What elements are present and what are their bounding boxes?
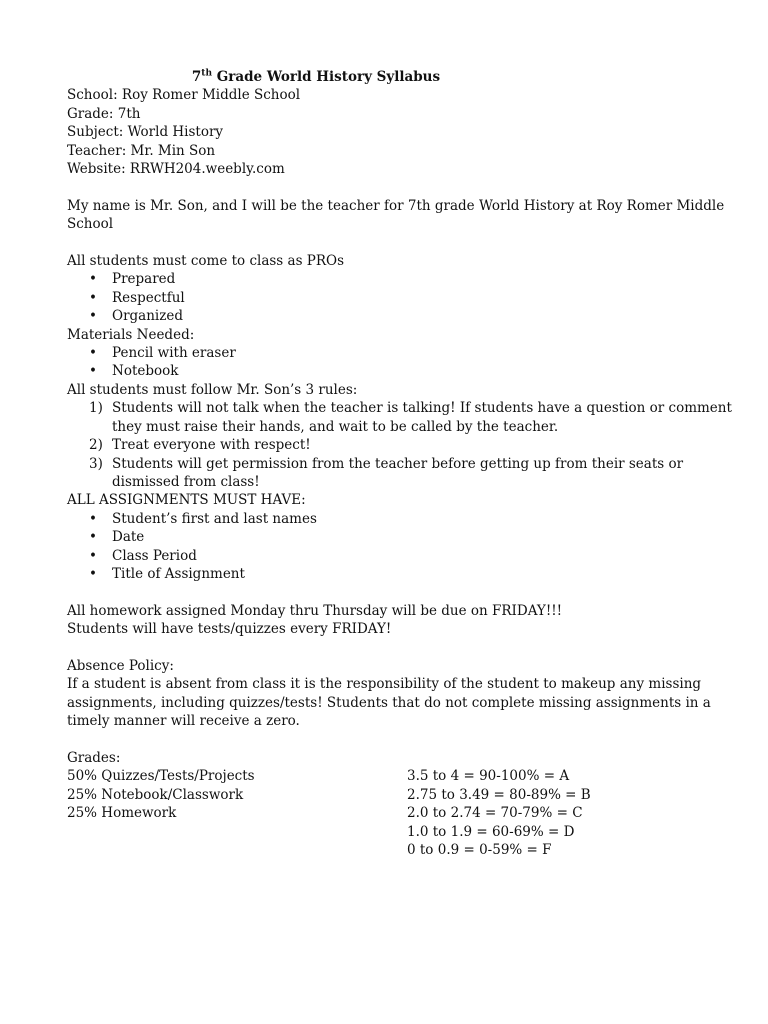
assignments-list	[67, 510, 707, 584]
materials-section	[67, 326, 707, 381]
title-superscript: th	[201, 68, 212, 79]
rule-item	[67, 399, 732, 436]
info-teacher: Teacher: Mr. Min Son	[67, 142, 216, 159]
bullet-icon: •	[89, 510, 97, 527]
rule-line: Students will not talk when the teacher is talking! If students have a question or comment	[112, 400, 732, 417]
rule-number: 2)	[89, 437, 103, 454]
homework-line: Students will have tests/quizzes every FRIDAY!	[67, 621, 392, 638]
grade-scale-row: 2.0 to 2.74 = 70-79% = C	[407, 805, 583, 822]
list-item-text: Prepared	[112, 271, 176, 288]
list-item-text: Organized	[112, 308, 183, 325]
intro-line: My name is Mr. Son, and I will be the teacher for 7th grade World History at Roy Romer Middle	[67, 197, 725, 214]
list-item-text: Class Period	[112, 547, 197, 564]
rule-item	[67, 455, 707, 492]
rule-number: 3)	[89, 455, 103, 472]
homework-line: All homework assigned Monday thru Thursday will be due on FRIDAY!!!	[67, 602, 563, 619]
bullet-icon: •	[89, 271, 97, 288]
assignments-section	[67, 491, 707, 583]
absence-line: If a student is absent from class it is the responsibility of the student to makeup any missing	[67, 676, 702, 693]
list-item-text: Notebook	[112, 363, 179, 380]
grade-scale-row: 3.5 to 4 = 90-100% = A	[407, 768, 570, 785]
grades-heading: Grades:	[67, 749, 121, 766]
rule-line: dismissed from class!	[112, 473, 260, 490]
intro-paragraph	[67, 197, 725, 234]
materials-list	[67, 344, 707, 381]
rules-heading: All students must follow Mr. Son’s 3 rules:	[67, 381, 358, 398]
grade-scale-row: 1.0 to 1.9 = 60-69% = D	[407, 823, 575, 840]
bullet-icon: •	[89, 547, 97, 564]
title-prefix: 7	[191, 69, 202, 85]
intro-line: School	[67, 216, 114, 233]
list-item	[67, 307, 707, 325]
rule-line: they must raise their hands, and wait to be called by the teacher.	[112, 418, 559, 435]
bullet-icon: •	[89, 308, 97, 325]
homework-section	[67, 602, 707, 639]
rule-item	[67, 436, 707, 454]
rule-number: 1)	[89, 400, 103, 417]
materials-heading: Materials Needed:	[67, 326, 195, 343]
rule-line: Students will get permission from the teacher before getting up from their seats or	[112, 455, 684, 472]
list-item	[67, 510, 707, 528]
absence-line: assignments, including quizzes/tests! Students that do not complete missing assignments in a	[67, 694, 711, 711]
info-subject: Subject: World History	[67, 124, 224, 141]
pros-list	[67, 270, 707, 325]
list-item-text: Title of Assignment	[112, 565, 245, 582]
grade-weight: 25% Notebook/Classwork	[67, 786, 244, 803]
course-info	[67, 86, 707, 178]
bullet-icon: •	[89, 363, 97, 380]
info-school: School: Roy Romer Middle School	[67, 87, 301, 104]
grade-scale-row: 2.75 to 3.49 = 80-89% = B	[407, 786, 591, 803]
info-website: Website: RRWH204.weebly.com	[67, 161, 285, 178]
bullet-icon: •	[89, 345, 97, 362]
info-grade: Grade: 7th	[67, 105, 141, 122]
syllabus-content	[67, 68, 732, 859]
bullet-icon: •	[89, 529, 97, 546]
list-item	[67, 270, 707, 288]
list-item	[67, 547, 707, 565]
rules-section	[67, 381, 732, 491]
rules-list	[67, 399, 732, 491]
list-item-text: Pencil with eraser	[112, 345, 236, 362]
list-item	[67, 344, 707, 362]
assignments-heading: ALL ASSIGNMENTS MUST HAVE:	[67, 492, 306, 509]
list-item	[67, 362, 707, 380]
list-item	[67, 289, 707, 307]
grade-weight: 50% Quizzes/Tests/Projects	[67, 768, 255, 785]
list-item	[67, 528, 707, 546]
pros-heading: All students must come to class as PROs	[67, 253, 345, 270]
list-item-text: Date	[112, 529, 145, 546]
title-suffix: Grade World History Syllabus	[212, 69, 441, 85]
grades-table	[67, 767, 707, 859]
list-item-text: Student’s first and last names	[112, 510, 317, 527]
page-title	[67, 68, 565, 86]
grade-scale-row: 0 to 0.9 = 0-59% = F	[407, 841, 552, 858]
pros-section	[67, 252, 707, 326]
rule-line: Treat everyone with respect!	[112, 437, 311, 454]
bullet-icon: •	[89, 289, 97, 306]
list-item-text: Respectful	[112, 289, 185, 306]
grades-section	[67, 749, 707, 859]
absence-section	[67, 657, 711, 731]
grade-weights	[67, 767, 407, 859]
absence-line: timely manner will receive a zero.	[67, 713, 300, 730]
grade-scale	[407, 767, 707, 859]
absence-heading: Absence Policy:	[67, 657, 174, 674]
list-item	[67, 565, 707, 583]
bullet-icon: •	[89, 565, 97, 582]
grade-weight: 25% Homework	[67, 805, 177, 822]
